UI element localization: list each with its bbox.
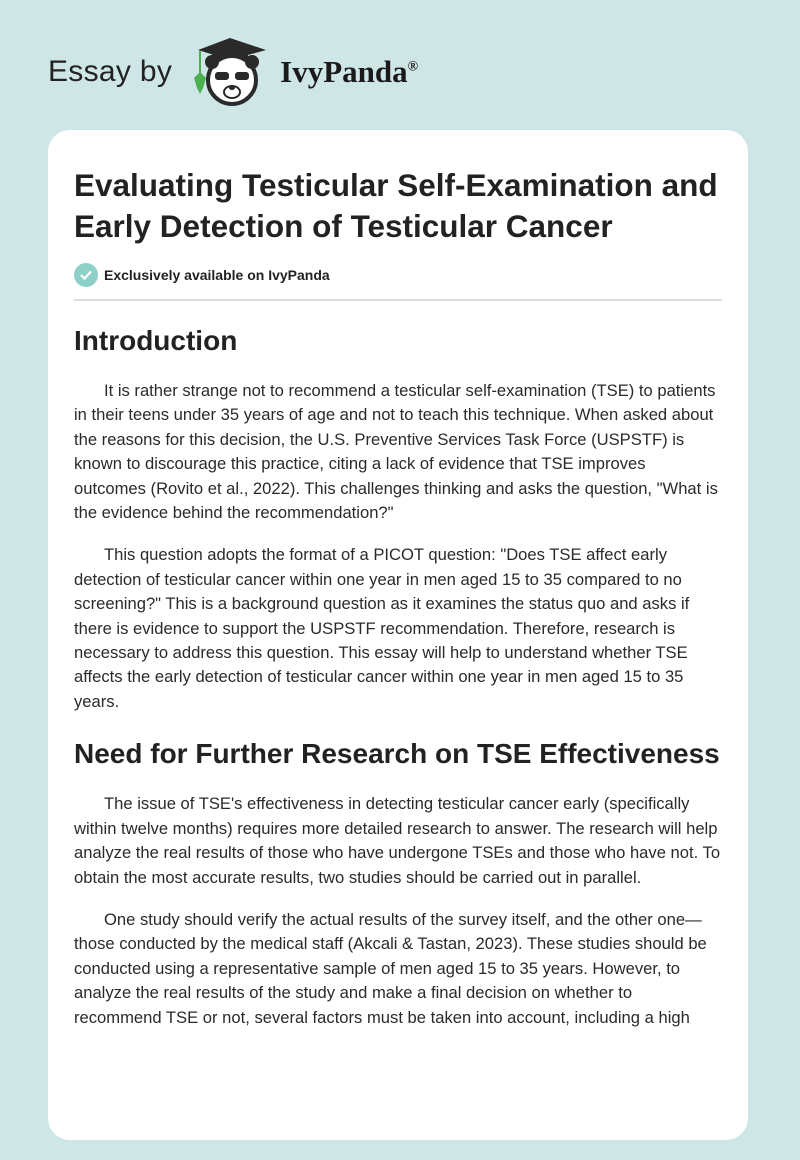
panda-logo-icon[interactable] (190, 36, 270, 108)
essay-title: Evaluating Testicular Self-Examination and Early Detection of Testicular Cancer (74, 167, 718, 244)
divider (74, 299, 722, 301)
check-icon (74, 263, 98, 287)
section-heading: Need for Further Research on TSE Effectiveness (74, 738, 720, 770)
brand-name[interactable] (280, 54, 418, 90)
section-further-research (74, 736, 722, 1030)
exclusive-badge (74, 263, 722, 287)
badge-text: Exclusively available on IvyPanda (104, 267, 330, 283)
site-header (48, 36, 418, 108)
paragraph: This question adopts the format of a PICOT question: "Does TSE affect early detection of testicular cancer within one year in men aged 15 to 35 compared to no screening?" This is a background question as it examines the status quo and asks if there is evidence to support the USPSTF recommendation. Therefore, research is necessary to address this question. This essay will help to understand whether TSE affects the early detection of testicular cancer within one year in men aged 15 to 35 years. (74, 545, 690, 711)
brand-text: IvyPanda (280, 54, 408, 89)
section-heading: Introduction (74, 325, 238, 356)
paragraph: One study should verify the actual results of the survey itself, and the other one—those conducted by the medical staff (Akcali & Tastan, 2023). These studies should be conducted using a representative sample of men aged 15 to 35 years. However, to analyze the real results of the study and make a final decision on whether to recommend TSE or not, several factors must be taken into account, including a high (74, 909, 707, 1027)
essay-by-label: Essay by (48, 55, 173, 88)
essay-card (48, 130, 748, 1140)
section-introduction (74, 323, 722, 714)
paragraph: It is rather strange not to recommend a testicular self-examination (TSE) to patients in their teens under 35 years of age and not to teach this technique. When asked about the reasons for this decision, the U.S. Preventive Services Task Force (USPSTF) is known to discourage this practice, citing a lack of evidence that TSE improves outcomes (Rovito et al., 2022). This challenges thinking and asks the question, "What is the evidence behind the recommendation?" (74, 381, 718, 523)
paragraph: The issue of TSE's effectiveness in detecting testicular cancer early (specifically within twelve months) requires more detailed research to answer. The research will help analyze the real results of those who have undergone TSEs and those who have not. To obtain the most accurate results, two studies should be carried out in parallel. (74, 794, 721, 887)
registered-mark: ® (407, 59, 419, 75)
